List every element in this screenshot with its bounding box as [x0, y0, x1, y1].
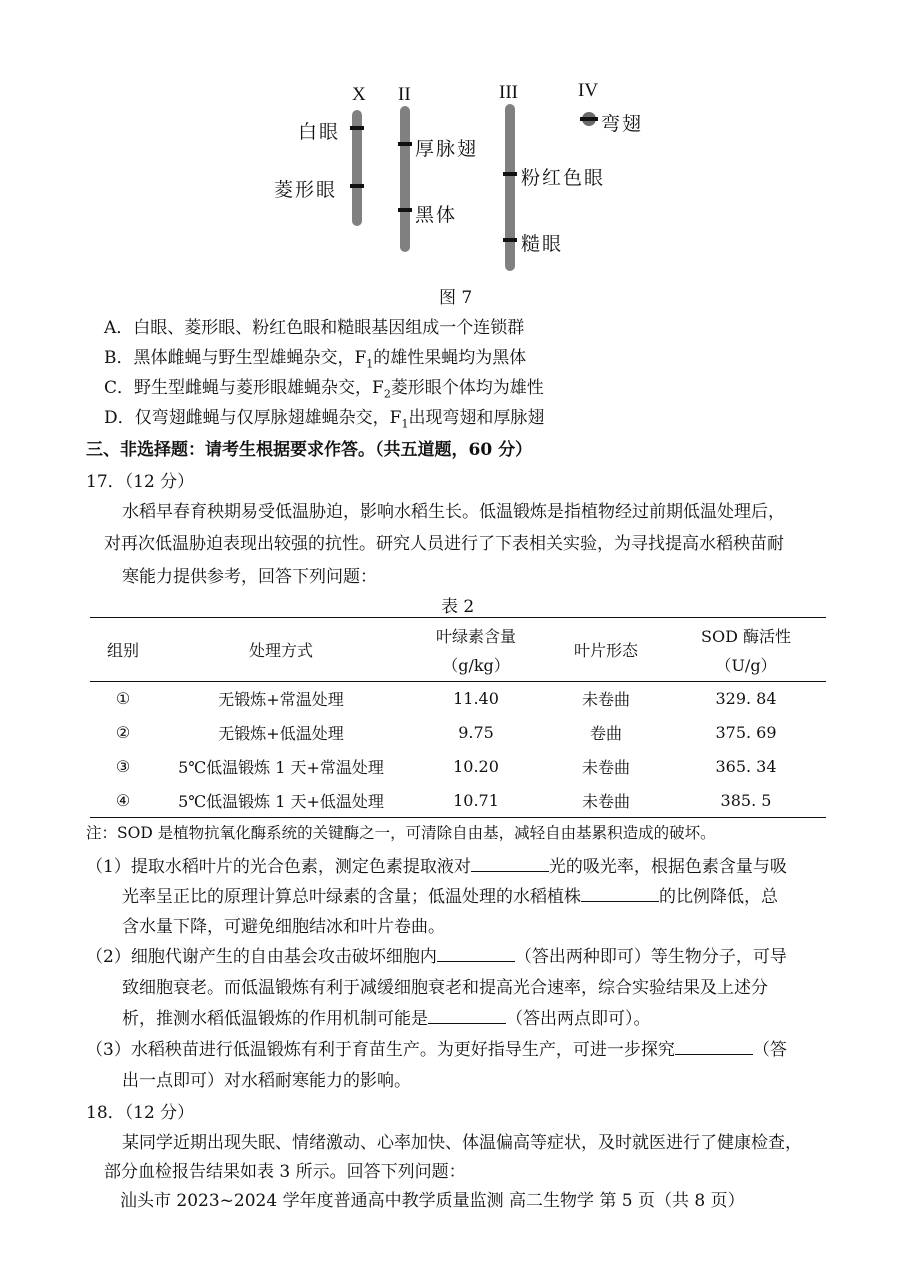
- table-row: [90, 750, 826, 784]
- cell-sod: 385. 5: [720, 790, 772, 810]
- cell-method: 5℃低温锻炼 1 天+常温处理: [178, 758, 384, 777]
- cell-sod: 329. 84: [715, 689, 777, 709]
- gene-locus-marker: [398, 142, 412, 146]
- gene-label-rough-eye: 糙眼: [521, 233, 564, 255]
- experiment-table: [90, 617, 826, 818]
- table-title: 表 2: [441, 597, 475, 617]
- header-method: 处理方式: [248, 641, 313, 660]
- table-row: [90, 716, 826, 750]
- q17-part1-text: 光率呈正比的原理计算总叶绿素的含量；低温处理的水稻植株: [122, 887, 581, 907]
- q17-part2-text: 析，推测水稻低温锻炼的作用机制可能是: [122, 1009, 428, 1029]
- cell-method: 无锻炼+常温处理: [218, 690, 344, 710]
- q17-part3-text-cont: （答: [752, 1040, 787, 1060]
- header-sod-unit: （U/g）: [715, 655, 777, 675]
- answer-blank: [428, 1007, 506, 1024]
- q17-part3-line2: 出一点即可）对水稻耐寒能力的影响。: [122, 1071, 411, 1091]
- cell-method: 无锻炼+低温处理: [218, 724, 344, 743]
- q17-part1-text-cont: 光的吸光率，根据色素含量与吸: [548, 857, 787, 877]
- q17-part2-text-cont: （答出两种即可）等生物分子，可导: [514, 947, 787, 967]
- cell-method: 5℃低温锻炼 1 天+低温处理: [178, 791, 384, 811]
- chromosome-x-label: X: [352, 84, 366, 105]
- header-leaf: 叶片形态: [573, 641, 638, 660]
- q17-part2-line2: 致细胞衰老。而低温锻炼有利于减缓细胞衰老和提高光合速率，综合实验结果及上述分: [122, 978, 768, 998]
- option-b: [104, 343, 526, 370]
- cell-leaf: 卷曲: [589, 724, 622, 743]
- q17-intro-line-3: 寒能力提供参考，回答下列问题：: [122, 567, 377, 587]
- gene-locus-marker: [503, 172, 517, 176]
- chromosome-ii-bar: [400, 106, 410, 252]
- table-row: [90, 682, 826, 716]
- q17-part2-line1: [86, 942, 787, 967]
- cell-sod: 375. 69: [715, 723, 777, 742]
- header-sod: [666, 618, 826, 682]
- answer-blank: [471, 855, 549, 872]
- gene-label-bent-wing: 弯翅: [601, 113, 644, 135]
- q17-header: 17．（12 分）: [86, 472, 195, 492]
- cell-leaf: 未卷曲: [581, 758, 630, 777]
- q17-part1-line1: [86, 852, 787, 877]
- option-a: A．白眼、菱形眼、粉红色眼和糙眼基因组成一个连锁群: [104, 318, 525, 338]
- q17-intro-line-2: 对再次低温胁迫表现出较强的抗性。研究人员进行了下表相关实验，为寻找提高水稻秧苗耐: [104, 534, 784, 554]
- gene-locus-marker: [503, 238, 517, 242]
- cell-chlorophyll: 9.75: [458, 723, 494, 742]
- gene-locus-marker: [350, 126, 364, 130]
- table-header-row: [90, 618, 826, 682]
- page-footer: 汕头市 2023~2024 学年度普通高中教学质量监测 高二生物学 第 5 页（共 8 页）: [120, 1191, 745, 1211]
- header-chlorophyll: [406, 618, 546, 682]
- option-d: [104, 403, 544, 430]
- option-b-subscript: 1: [366, 357, 374, 371]
- gene-label-pink-eye: 粉红色眼: [521, 167, 606, 189]
- option-c: [104, 373, 544, 400]
- gene-locus-marker: [580, 117, 598, 121]
- q17-part1-text: （1）提取水稻叶片的光合色素，测定色素提取液对: [86, 857, 471, 877]
- q17-part1-line2: [122, 882, 778, 907]
- header-chlorophyll-label: 叶绿素含量: [435, 626, 516, 646]
- header-chlorophyll-unit: （g/kg）: [442, 655, 510, 675]
- q17-part3-line1: [86, 1035, 787, 1060]
- section-text: 请考生根据要求作答。（共五道题，60 分）: [205, 440, 533, 460]
- figure-caption: 图 7: [439, 288, 473, 308]
- answer-blank: [437, 945, 515, 962]
- option-b-text: B．黑体雌蝇与野生型雄蝇杂交，F: [104, 348, 367, 368]
- gene-locus-marker: [398, 208, 412, 212]
- cell-chlorophyll: 10.20: [453, 757, 499, 776]
- gene-locus-marker: [350, 184, 364, 188]
- cell-group: ③: [115, 757, 131, 776]
- q17-part1-text-cont: 的比例降低，总: [659, 887, 778, 907]
- cell-leaf: 未卷曲: [581, 690, 630, 710]
- header-group: 组别: [106, 641, 139, 660]
- q17-part3-text: （3）水稻秧苗进行低温锻炼有利于育苗生产。为更好指导生产，可进一步探究: [86, 1040, 675, 1060]
- cell-group: ②: [115, 723, 131, 742]
- gene-label-thick-vein: 厚脉翅: [415, 138, 479, 160]
- gene-label-black-body: 黑体: [415, 204, 458, 226]
- chromosome-iii-label: III: [499, 82, 518, 103]
- q17-part2-line3: [122, 1004, 651, 1029]
- answer-blank: [581, 885, 659, 902]
- q17-part1-line3: 含水量下降，可避免细胞结冰和叶片卷曲。: [122, 917, 445, 937]
- option-c-text-end: 菱形眼个体均为雄性: [390, 378, 544, 398]
- chromosome-iv-label: IV: [578, 80, 599, 101]
- q18-intro-line-2: 部分血检报告结果如表 3 所示。回答下列问题：: [104, 1162, 466, 1182]
- q17-part2-text-cont: （答出两点即可）。: [506, 1009, 651, 1029]
- chromosome-iii-bar: [505, 104, 515, 271]
- answer-blank: [675, 1038, 753, 1055]
- section-label: 三、非选择题：: [86, 440, 205, 460]
- cell-leaf: 未卷曲: [581, 791, 630, 811]
- cell-sod: 365. 34: [715, 757, 777, 776]
- option-d-subscript: 1: [401, 417, 409, 431]
- gene-label-bar-eye: 菱形眼: [274, 179, 338, 201]
- option-d-text-end: 出现弯翅和厚脉翅: [408, 408, 545, 428]
- cell-group: ①: [115, 689, 131, 709]
- section-heading: [86, 435, 532, 460]
- option-b-text-end: 的雄性果蝇均为黑体: [373, 348, 527, 368]
- table-row: [90, 784, 826, 818]
- q17-intro-line-1: 水稻早春育秧期易受低温胁迫，影响水稻生长。低温锻炼是指植物经过前期低温处理后，: [122, 502, 785, 522]
- q17-part2-text: （2）细胞代谢产生的自由基会攻击破坏细胞内: [86, 947, 437, 967]
- option-c-subscript: 2: [383, 387, 391, 401]
- cell-group: ④: [115, 790, 131, 810]
- option-d-text: D．仅弯翅雌蝇与仅厚脉翅雄蝇杂交，F: [104, 408, 402, 428]
- q18-intro-line-1: 某同学近期出现失眠、情绪激动、心率加快、体温偏高等症状，及时就医进行了健康检查，: [122, 1133, 802, 1153]
- table-note: 注：SOD 是植物抗氧化酶系统的关键酶之一，可清除自由基，减轻自由基累积造成的破坏。: [86, 824, 716, 842]
- gene-label-white-eye: 白眼: [298, 121, 341, 143]
- header-sod-label: SOD 酶活性: [701, 626, 791, 646]
- cell-chlorophyll: 10.71: [453, 790, 499, 810]
- q18-header: 18．（12 分）: [86, 1103, 195, 1123]
- chromosome-ii-label: II: [398, 84, 411, 105]
- cell-chlorophyll: 11.40: [453, 689, 499, 709]
- option-c-text: C．野生型雌蝇与菱形眼雄蝇杂交，F: [104, 378, 384, 398]
